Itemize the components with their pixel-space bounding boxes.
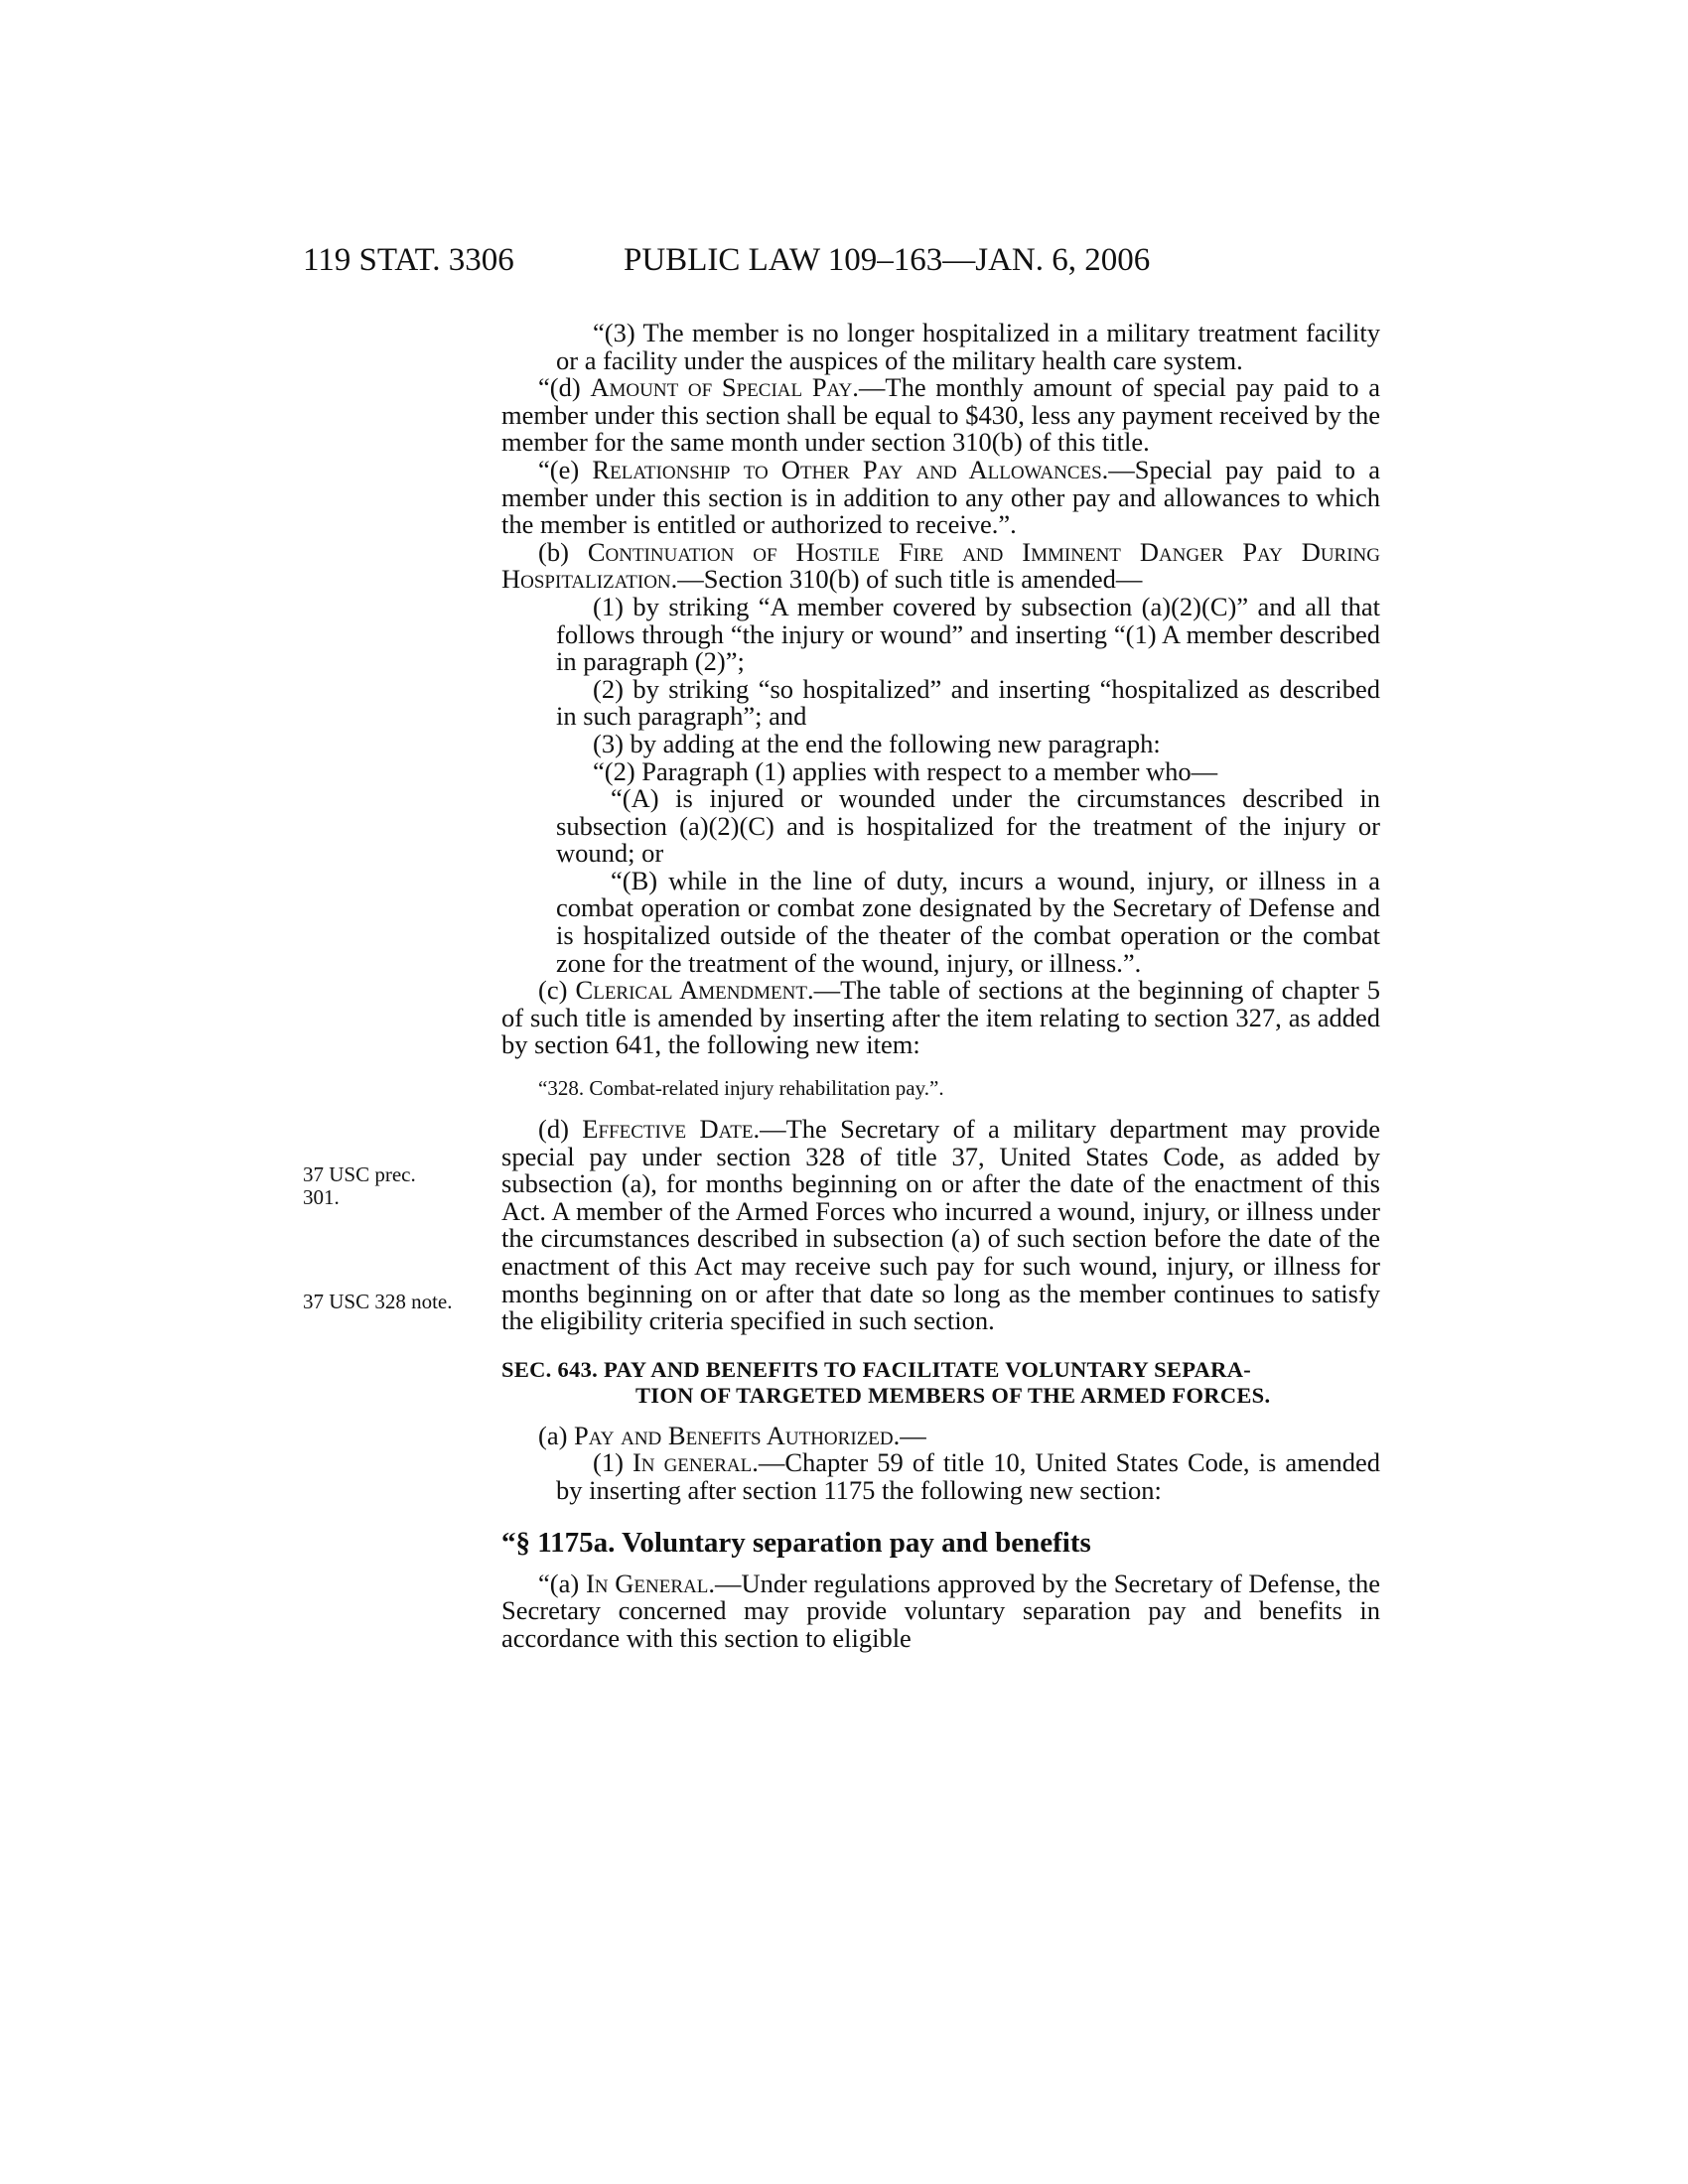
- amendment-item-3: (3) by adding at the end the following new paragraph:: [593, 728, 1161, 758]
- margin-note-usc-328-note: 37 USC 328 note.: [303, 1290, 453, 1313]
- main-text-column: [501, 320, 1380, 1652]
- subsection-heading: Effective Date: [582, 1114, 754, 1145]
- subsection-label: “(e): [538, 454, 593, 484]
- subsection-b-continuation: [501, 536, 1380, 595]
- subsection-text: .—Special pay paid to a member under this section is in addition to any other pay and allowances to which the member is entitled or authorized to receive.”.: [501, 454, 1380, 540]
- paragraph-label: (1): [593, 1447, 633, 1478]
- paragraph-1-in-general: [501, 1449, 1380, 1504]
- subsection-heading: Relationship to Other Pay and Allowances: [592, 454, 1102, 484]
- subsection-label: (c): [538, 975, 576, 1006]
- subsection-a-pay-benefits: [501, 1420, 1380, 1450]
- subsection-text: .—The Secretary of a military department may provide special pay under section 328 of title 37, United States Code, as added by subsection (a), for months beginning on or after the date of the enactment of this Act. A member of the Armed Forces who incurred a wound, injury, or illness under the circumstances described in subsection (a) of such section before the date of the enactment of this Act may receive such pay for such wound, injury, or illness for months beginning on or after that date so long as the member continues to satisfy the eligibility criteria specified in such section.: [501, 1114, 1380, 1336]
- section-heading-line: SEC. 643. PAY AND BENEFITS TO FACILITATE VOLUNTARY SEPARA-: [501, 1356, 1252, 1382]
- subsection-d-effective-date: [501, 1116, 1380, 1335]
- section-heading-line: TION OF TARGETED MEMBERS OF THE ARMED FORCES.: [635, 1382, 1271, 1408]
- subsection-text: .—The monthly amount of special pay paid to a member under this section shall be equal to $430, less any payment received by the member for the same month under section 310(b) of this title.: [501, 372, 1380, 458]
- subsection-label: (b): [538, 536, 588, 567]
- table-of-sections-item: “328. Combat-related injury rehabilitation pay.”.: [538, 1076, 944, 1101]
- subsection-e-relationship: [501, 454, 1380, 540]
- margin-note-line: 301.: [303, 1185, 340, 1209]
- subsection-text: .—The table of sections at the beginning of chapter 5 of such title is amended by inserting after the item relating to section 327, as added by section 641, the following new item:: [501, 975, 1380, 1060]
- margin-note-usc-prec-301: [303, 1163, 472, 1209]
- new-paragraph-2: “(2) Paragraph (1) applies with respect to a member who—: [593, 755, 1218, 786]
- subsection-label: (d): [538, 1114, 583, 1145]
- paragraph-text: .—Chapter 59 of title 10, United States Code, is amended by inserting after section 1175 the following new section:: [556, 1447, 1381, 1505]
- subsection-label: (a): [538, 1420, 575, 1450]
- subsection-heading: Pay and Benefits Authorized: [574, 1420, 894, 1450]
- subsection-text: .—Under regulations approved by the Secretary of Defense, the Secretary concerned may provide voluntary separation pay and benefits in accordance with this section to eligible: [501, 1568, 1380, 1653]
- subsection-label: “(d): [538, 372, 591, 403]
- section-643-heading: [501, 1357, 1380, 1409]
- subsection-d-amount: [501, 374, 1380, 457]
- subsection-heading: Amount of Special Pay: [590, 372, 853, 403]
- subparagraph-a: “(A) is injured or wounded under the circumstances described in subsection (a)(2)(C) and is hospitalized for the treatment of the injury or wound; or: [556, 783, 1380, 869]
- subsection-heading: Continuation of Hostile Fire and Imminent Danger Pay During Hospitalization: [501, 536, 1380, 595]
- paragraph-3-hospitalization: “(3) The member is no longer hospitalized in a military treatment facility or a facility under the auspices of the military health care system.: [556, 318, 1380, 375]
- statute-page-number: 119 STAT. 3306: [303, 242, 514, 278]
- paragraph-heading: In general: [632, 1447, 753, 1478]
- subparagraph-b: “(B) while in the line of duty, incurs a wound, injury, or illness in a combat operation or combat zone designated by the Secretary of Defense and is hospitalized outside of the theater of the combat operation or the combat zone for the treatment of the wound, injury, or illness.”.: [556, 865, 1380, 978]
- public-law-running-head: PUBLIC LAW 109–163—JAN. 6, 2006: [624, 242, 1151, 278]
- subsection-c-clerical: [501, 977, 1380, 1059]
- subsection-text: .—Section 310(b) of such title is amended—: [670, 564, 1143, 595]
- margin-note-line: 37 USC prec.: [303, 1162, 416, 1186]
- section-1175a-title: “§ 1175a. Voluntary separation pay and benefits: [501, 1526, 1091, 1559]
- page-header: [0, 240, 1688, 280]
- amendment-item-1: (1) by striking “A member covered by subsection (a)(2)(C)” and all that follows through “the injury or wound” and inserting “(1) A member described in paragraph (2)”;: [556, 591, 1380, 677]
- subsection-label: “(a): [538, 1568, 586, 1598]
- subsection-a-in-general: [501, 1570, 1380, 1653]
- subsection-text: .—: [893, 1420, 926, 1450]
- subsection-heading: Clerical Amendment: [575, 975, 807, 1006]
- subsection-heading: In General: [585, 1568, 709, 1598]
- amendment-item-2: (2) by striking “so hospitalized” and inserting “hospitalized as described in such paragraph”; and: [556, 673, 1380, 732]
